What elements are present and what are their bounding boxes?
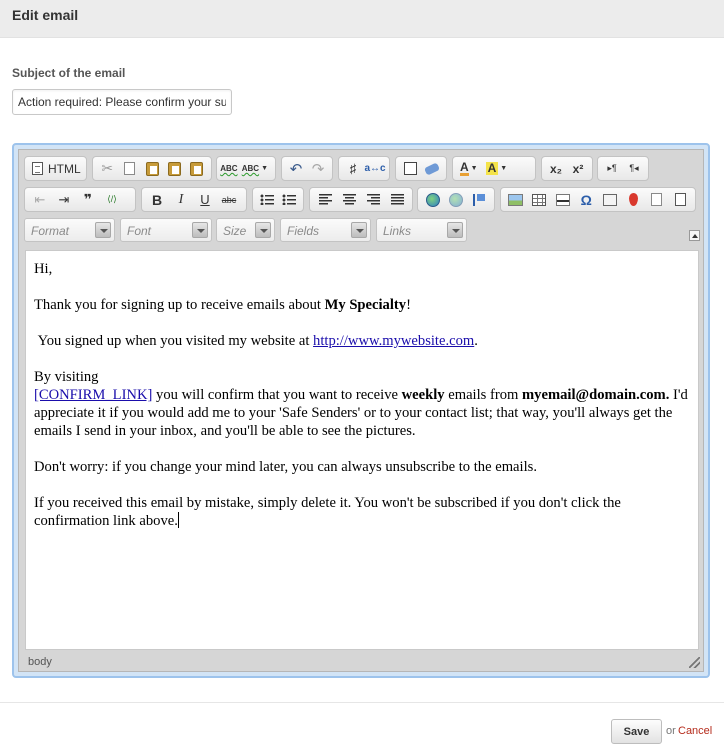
horizontal-rule-button[interactable]	[551, 189, 575, 210]
script-group	[541, 156, 593, 181]
align-group	[309, 187, 413, 212]
anchor-button[interactable]	[468, 189, 491, 210]
underline-button[interactable]	[193, 189, 217, 210]
unlink-icon	[449, 193, 463, 207]
anchor-flag-icon	[473, 194, 485, 206]
image-button[interactable]	[504, 189, 528, 210]
iframe-button[interactable]	[598, 189, 622, 210]
links-dropdown-label: Links	[383, 224, 412, 238]
unlink-button[interactable]	[444, 189, 467, 210]
paragraph-signup: Thank you for signing up to receive emails about My Specialty!	[34, 297, 411, 313]
template-button[interactable]	[645, 189, 669, 210]
source-group	[24, 156, 87, 181]
or-text: or	[666, 725, 676, 737]
create-div-button[interactable]	[100, 189, 124, 210]
sender-email-text: myemail@domain.com.	[522, 387, 670, 403]
form-footer	[0, 702, 724, 752]
size-dropdown-label: Size	[223, 224, 247, 238]
table-icon	[532, 194, 546, 206]
specialty-text: My Specialty	[324, 297, 407, 313]
list-group	[252, 187, 304, 212]
bold-button[interactable]	[145, 189, 169, 210]
chevron-down-icon	[255, 222, 271, 238]
paragraph-mistake: If you received this email by mistake, simply delete it. You won't be subscribed if you don't click the confirmation link above.	[34, 495, 621, 529]
fields-dropdown-label: Fields	[287, 224, 320, 238]
editor-frame	[18, 149, 704, 672]
links-group	[417, 187, 495, 212]
ltr-button[interactable]	[601, 158, 623, 179]
chevron-down-icon: ▼	[500, 165, 508, 172]
color-group	[452, 156, 536, 181]
undo-group	[281, 156, 333, 181]
align-left-button[interactable]	[313, 189, 337, 210]
editor-status-bar	[19, 653, 703, 671]
outdent-icon: ⇤	[34, 191, 46, 207]
find-group	[338, 156, 390, 181]
indent-group	[24, 187, 136, 212]
email-body-editor[interactable]	[25, 250, 699, 650]
align-center-button[interactable]	[337, 189, 361, 210]
cancel-link[interactable]: Cancel	[678, 725, 713, 737]
background-color-icon: A	[487, 161, 497, 175]
bold-icon: B	[151, 191, 163, 208]
size-dropdown[interactable]	[216, 218, 275, 242]
select-all-icon	[404, 162, 417, 175]
format-dropdown[interactable]	[24, 218, 115, 242]
horizontal-rule-icon	[556, 194, 570, 206]
iframe-icon	[603, 194, 617, 206]
map-pin-icon	[629, 193, 638, 206]
create-div-icon: ⟨/⟩	[107, 194, 117, 204]
subject-label: Subject of the email	[12, 66, 126, 80]
subscript-button[interactable]	[545, 158, 567, 179]
map-button[interactable]	[622, 189, 646, 210]
spellcheck-icon: ABC	[220, 164, 238, 173]
replace-button[interactable]	[364, 158, 386, 179]
confirm-link-placeholder[interactable]: [CONFIRM_LINK]	[34, 387, 153, 403]
cut-button[interactable]	[96, 158, 118, 179]
font-dropdown-label: Font	[127, 224, 152, 238]
greeting-text: Hi,	[34, 261, 53, 277]
redo-icon: ↷	[311, 160, 325, 178]
binoculars-icon: ♯	[349, 161, 357, 176]
insert-group	[500, 187, 696, 212]
paste-word-icon	[190, 162, 203, 176]
numbered-list-button[interactable]	[256, 189, 278, 210]
italic-button[interactable]	[169, 189, 193, 210]
find-button[interactable]	[342, 158, 364, 179]
align-left-icon	[319, 194, 332, 205]
italic-icon: I	[178, 191, 184, 207]
text-direction-rtl-icon: ¶◂	[629, 163, 639, 173]
select-group	[395, 156, 447, 181]
paragraph-website: You signed up when you visited my website at http://www.mywebsite.com.	[34, 333, 478, 349]
links-dropdown[interactable]	[376, 218, 467, 242]
paste-button[interactable]	[141, 158, 163, 179]
html-source-button[interactable]	[28, 158, 85, 179]
select-all-button[interactable]	[399, 158, 421, 179]
link-button[interactable]	[421, 189, 444, 210]
spellcheck-button[interactable]	[220, 158, 238, 179]
format-dropdown-label: Format	[31, 224, 70, 238]
template-icon	[651, 193, 662, 206]
save-button[interactable]: Save	[611, 719, 662, 744]
scissors-icon: ✂	[101, 160, 114, 176]
align-center-icon	[343, 194, 356, 205]
align-right-icon	[367, 194, 380, 205]
paragraph-confirm-line1: By visiting	[34, 369, 99, 385]
superscript-icon: x²	[572, 161, 584, 176]
text-color-icon: A	[460, 160, 469, 174]
page-title: Edit email	[12, 7, 79, 23]
undo-button[interactable]	[285, 158, 307, 179]
page-header	[0, 0, 724, 38]
underline-icon: U	[200, 192, 210, 207]
remove-format-button[interactable]	[421, 158, 443, 179]
resize-grip-icon[interactable]	[689, 657, 700, 668]
indent-button[interactable]	[52, 189, 76, 210]
font-dropdown[interactable]	[120, 218, 212, 242]
chevron-down-icon	[351, 222, 367, 238]
indent-icon: ⇥	[58, 191, 70, 207]
paste-word-button[interactable]	[186, 158, 208, 179]
chevron-down-icon: ▼	[470, 165, 478, 172]
replace-icon: a↔c	[364, 163, 386, 174]
spellcheck-as-you-type-icon: ABC	[241, 164, 260, 173]
special-char-button[interactable]	[575, 189, 599, 210]
chevron-down-icon	[447, 222, 463, 238]
fields-dropdown[interactable]	[280, 218, 371, 242]
background-color-button[interactable]	[482, 158, 512, 179]
copy-icon	[124, 162, 135, 175]
text-cursor	[178, 512, 179, 528]
blockquote-icon: ❞	[83, 191, 93, 207]
align-justify-button[interactable]	[385, 189, 409, 210]
editor-toolbar	[19, 150, 703, 246]
direction-group	[597, 156, 649, 181]
image-icon	[508, 194, 523, 206]
table-button[interactable]	[528, 189, 552, 210]
preview-icon	[675, 193, 686, 206]
paste-text-button[interactable]	[163, 158, 185, 179]
bulleted-list-button[interactable]	[278, 189, 300, 210]
element-path[interactable]: body	[28, 656, 52, 668]
outdent-button[interactable]	[28, 189, 52, 210]
preview-button[interactable]	[669, 189, 693, 210]
eraser-icon	[424, 162, 440, 175]
superscript-button[interactable]	[567, 158, 589, 179]
align-justify-icon	[391, 194, 404, 205]
frequency-text: weekly	[401, 387, 445, 403]
paste-text-icon	[168, 162, 181, 176]
bulleted-list-icon	[282, 194, 296, 205]
subject-input[interactable]	[12, 89, 232, 115]
clipboard-group	[92, 156, 212, 181]
text-color-button[interactable]	[456, 158, 482, 179]
paragraph-unsubscribe: Don't worry: if you change your mind later, you can always unsubscribe to the emails.	[34, 459, 537, 475]
omega-icon: Ω	[580, 191, 592, 208]
strikethrough-icon: abc	[221, 194, 237, 205]
blockquote-button[interactable]	[76, 189, 100, 210]
html-label: HTML	[48, 161, 81, 176]
align-right-button[interactable]	[361, 189, 385, 210]
redo-button[interactable]	[307, 158, 329, 179]
chevron-down-icon	[192, 222, 208, 238]
basic-styles-group	[141, 187, 247, 212]
copy-button[interactable]	[118, 158, 140, 179]
document-icon	[32, 162, 43, 175]
numbered-list-icon	[260, 194, 274, 205]
strikethrough-button[interactable]	[217, 189, 241, 210]
chevron-down-icon: ▼	[261, 165, 268, 172]
website-link[interactable]: http://www.mywebsite.com	[313, 333, 475, 349]
undo-icon: ↶	[289, 160, 303, 178]
link-icon	[426, 193, 440, 207]
spellcheck-group	[216, 156, 276, 181]
subscript-icon: x₂	[549, 161, 562, 176]
rich-text-editor	[12, 143, 710, 678]
paste-icon	[146, 162, 159, 176]
rtl-button[interactable]	[623, 158, 645, 179]
paragraph-confirm: [CONFIRM_LINK] you will confirm that you want to receive weekly emails from myemail@domain.com. I'd appreciate it if you would add me to your 'Safe Senders' or to your contact list; that way, you'll always get the emails I send in your inbox, and you'll be able to see the pictures.	[34, 387, 688, 439]
collapse-toolbar-button[interactable]	[689, 230, 700, 241]
chevron-down-icon	[95, 222, 111, 238]
spellcheck-dropdown-button[interactable]	[238, 158, 272, 179]
text-direction-ltr-icon: ▸¶	[607, 163, 617, 173]
